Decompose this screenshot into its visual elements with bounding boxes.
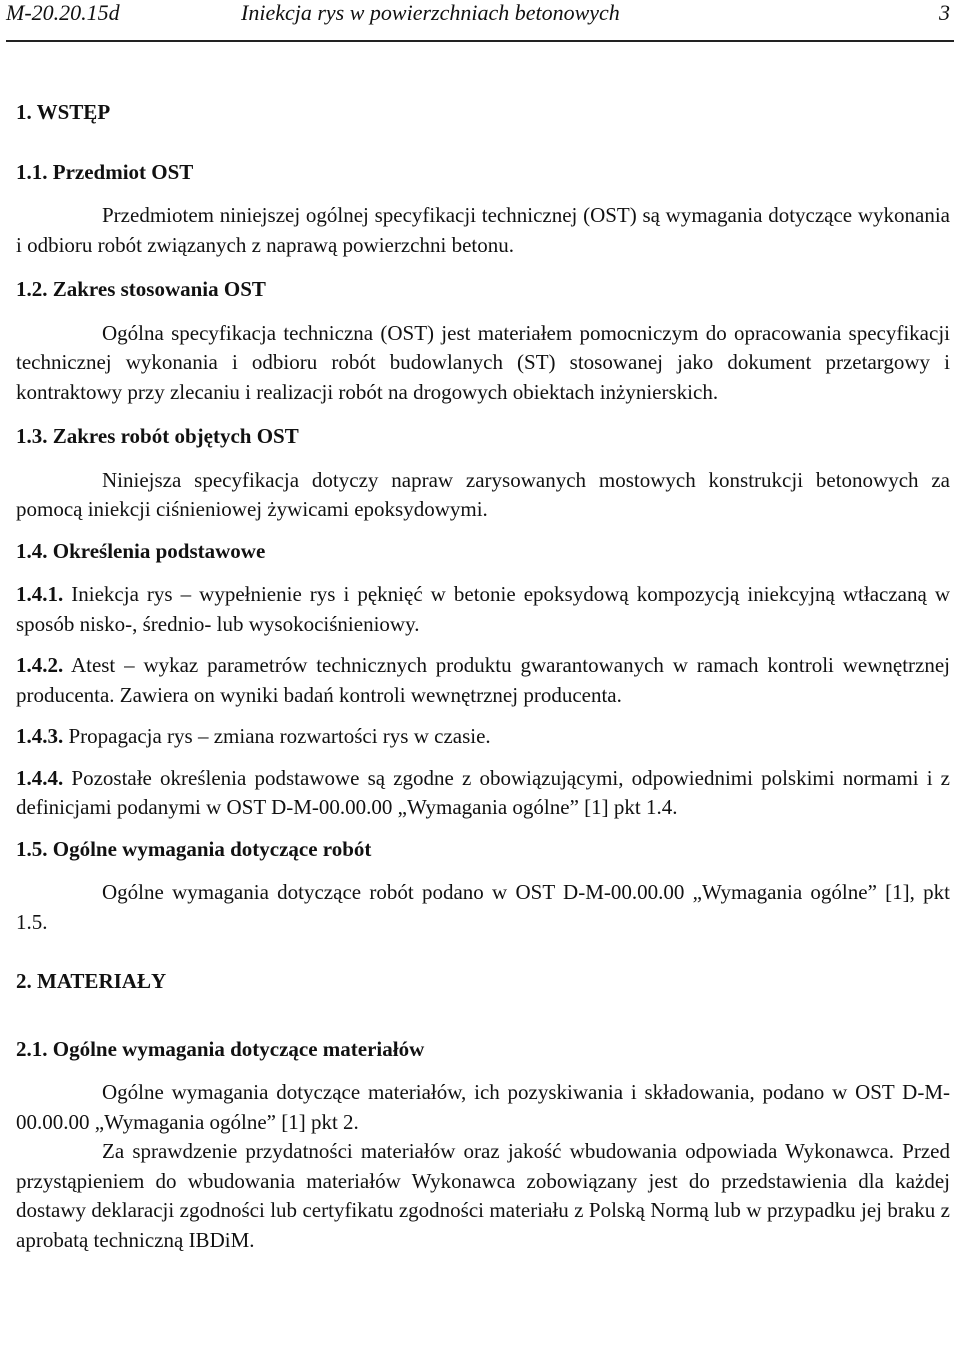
section-heading-1-2: 1.2. Zakres stosowania OST bbox=[16, 277, 266, 301]
definition-number: 1.4.3. bbox=[16, 724, 64, 748]
definition-text: Iniekcja rys – wypełnienie rys i pęknięć w betonie epoksydową kompozycją iniekcyjną wtłaczaną w sposób nisko-, średnio- lub wysokociśnieniowy. bbox=[16, 582, 951, 636]
definition-number: 1.4.1. bbox=[16, 582, 64, 606]
definition-text: Atest – wykaz parametrów technicznych produktu gwarantowanych w ramach kontroli wewnętrznej producenta. Zawiera on wyniki badań kontroli wewnętrznej producenta. bbox=[16, 653, 950, 707]
definition-number: 1.4.4. bbox=[16, 765, 64, 790]
paragraph-1-1: Przedmiotem niniejszej ogólnej specyfikacji technicznej (OST) są wymagania dotyczące wykonania i odbioru robót związanych z naprawą powierzchni betonu. bbox=[16, 203, 950, 257]
definition-text: Pozostałe określenia podstawowe są zgodne z obowiązującymi, odpowiednimi polskimi normami i z definicjami podanymi w OST D-M-00.00.00 „Wymagania ogólne” [1] pkt 1.4. bbox=[16, 765, 950, 819]
chapter-heading-wstep: 1. WSTĘP bbox=[16, 100, 111, 124]
definition-1-4-3 bbox=[16, 722, 950, 752]
chapter-heading-materialy: 2. MATERIAŁY bbox=[16, 969, 167, 993]
paragraph-1-2: Ogólna specyfikacja techniczna (OST) jest materiałem pomocniczym do opracowania specyfikacji technicznej wykonania i odbioru robót budowlanych (ST) stosowanej jako dokument przetargowy i kontraktowy przy zlecaniu i realizacji robót na drogowych obiektach inżynierskich. bbox=[16, 320, 950, 404]
spec-code: M-20.20.15d bbox=[6, 0, 120, 25]
section-heading-1-5: 1.5. Ogólne wymagania dotyczące robót bbox=[16, 836, 372, 861]
page-header bbox=[6, 0, 954, 42]
paragraph-2-1-b: Za sprawdzenie przydatności materiałów oraz jakość wbudowania odpowiada Wykonawca. Przed przystąpieniem do wbudowania materiałów Wykonawca zobowiązany jest do przedstawienia dla każdej dostawy deklaracji zgodności lub certyfikatu zgodności materiału z Polską Normą lub w przypadku jej braku z aprobatą techniczną IBDiM. bbox=[16, 1139, 950, 1252]
section-heading-2-1: 2.1. Ogólne wymagania dotyczące materiałów bbox=[16, 1036, 425, 1061]
document-title: Iniekcja rys w powierzchniach betonowych bbox=[241, 0, 620, 25]
paragraph-1-5: Ogólne wymagania dotyczące robót podano w OST D-M-00.00.00 „Wymagania ogólne” [1], pkt 1.5. bbox=[16, 880, 950, 934]
document-body bbox=[16, 98, 950, 1255]
definition-number: 1.4.2. bbox=[16, 653, 64, 677]
paragraph-1-3: Niniejsza specyfikacja dotyczy napraw zarysowanych mostowych konstrukcji betonowych za pomocą iniekcji ciśnieniowej żywicami epoksydowymi. bbox=[16, 467, 950, 521]
section-heading-1-3: 1.3. Zakres robót objętych OST bbox=[16, 424, 299, 448]
page-number: 3 bbox=[939, 0, 950, 25]
definition-1-4-1 bbox=[16, 580, 950, 639]
section-heading-1-1: 1.1. Przedmiot OST bbox=[16, 159, 194, 184]
definition-1-4-2 bbox=[16, 651, 950, 710]
definition-1-4-4 bbox=[16, 764, 950, 823]
section-heading-1-4: 1.4. Określenia podstawowe bbox=[16, 538, 266, 563]
paragraph-2-1-a: Ogólne wymagania dotyczące materiałów, ich pozyskiwania i składowania, podano w OST D-M-00.00.00 „Wymagania ogólne” [1] pkt 2. bbox=[16, 1080, 950, 1134]
definition-text: Propagacja rys – zmiana rozwartości rys w czasie. bbox=[68, 724, 491, 748]
